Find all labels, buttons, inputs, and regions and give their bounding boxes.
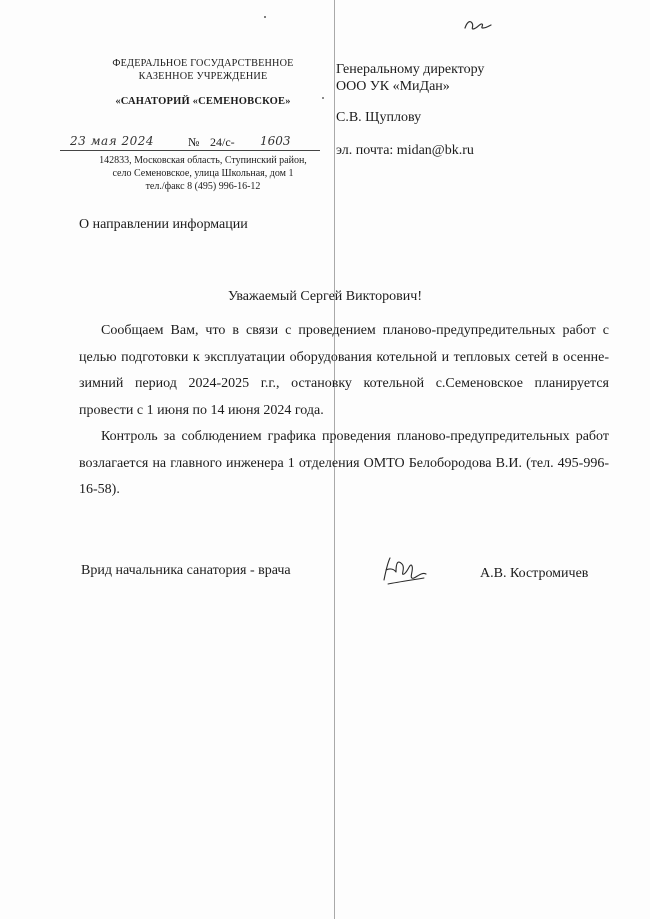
letter-body [79, 318, 609, 504]
sender-phone: тел./факс 8 (495) 996-16-12 [145, 181, 261, 192]
sender-org-type-line1: ФЕДЕРАЛЬНОЕ ГОСУДАРСТВЕННОЕ [112, 58, 294, 69]
salutation: Уважаемый Сергей Викторович! [227, 289, 422, 304]
recipient-email: эл. почта: midan@bk.ru [336, 143, 474, 158]
registration-number-handwritten: 1603 [260, 134, 291, 148]
registration-line [70, 134, 318, 150]
handwritten-page-mark [462, 14, 494, 36]
sender-org-name: «САНАТОРИЙ «СЕМЕНОВСКОЕ» [115, 96, 291, 107]
sender-address-line: 142833, Московская область, Ступинский район, [99, 155, 307, 166]
recipient-position: Генеральному директору [336, 62, 485, 77]
signatory-title: Врид начальника санатория - врача [81, 563, 291, 578]
registration-number: 24/с- [210, 135, 235, 149]
recipient-organization: ООО УК «МиДан» [336, 79, 450, 94]
registration-number-label: № [188, 135, 200, 149]
sender-block [96, 57, 310, 108]
letter-subject: О направлении информации [79, 217, 248, 232]
registration-underline [60, 150, 320, 151]
handwritten-signature [378, 550, 430, 590]
sender-address [88, 154, 318, 193]
scan-speck [322, 97, 324, 99]
scan-speck [264, 16, 266, 18]
recipient-name: С.В. Щуплову [336, 110, 422, 125]
recipient-block [336, 61, 484, 159]
body-paragraph: Контроль за соблюдением графика проведения планово-предупредительных работ возлагается на главного инженера 1 отделения ОМТО Белобородова В.И. (тел. 495-996-16-58). [79, 429, 609, 497]
signatory-name: А.В. Костромичев [480, 566, 589, 581]
body-paragraph: Сообщаем Вам, что в связи с проведением планово-предупредительных работ с целью подготовки к эксплуатации оборудования котельной и тепловых сетей в осенне-зимний период 2024-2025 г.г., остановку котельной с.Семеновское планируется провести с 1 июня по 14 июня 2024 года. [79, 323, 609, 418]
registration-date: 23 мая 2024 [70, 134, 154, 148]
sender-org-type-line2: КАЗЕННОЕ УЧРЕЖДЕНИЕ [138, 71, 268, 82]
sender-address-line: село Семеновское, улица Школьная, дом 1 [112, 168, 294, 179]
